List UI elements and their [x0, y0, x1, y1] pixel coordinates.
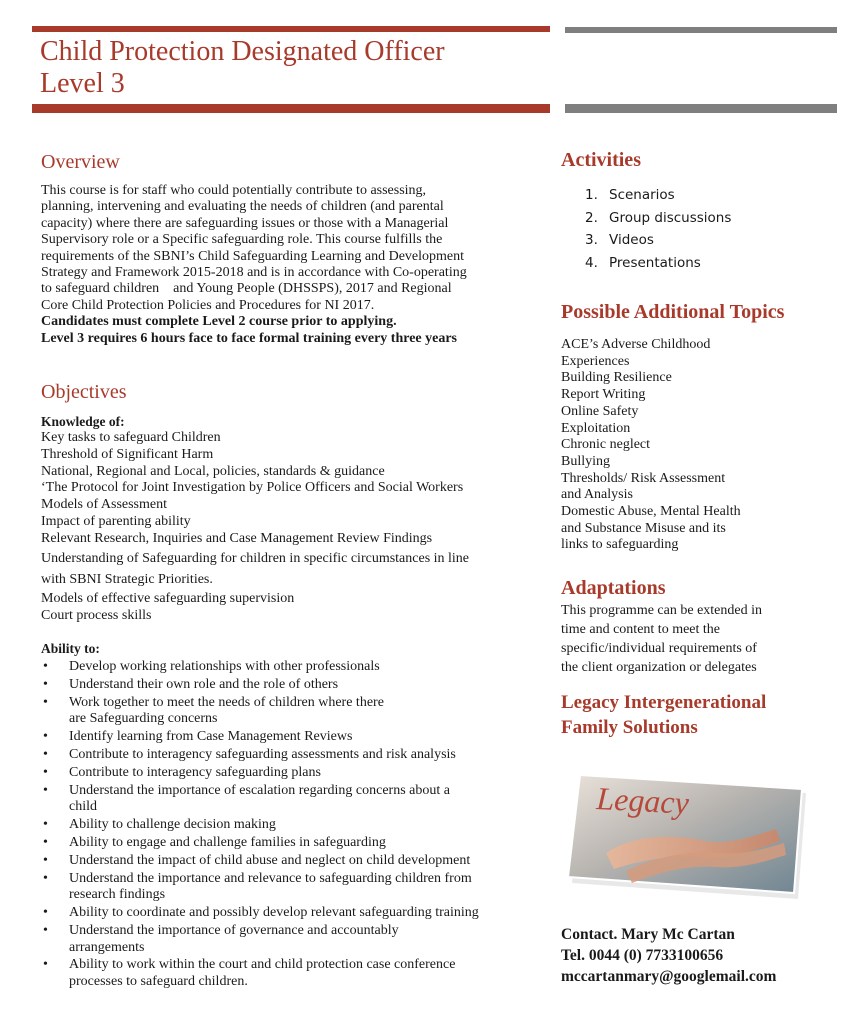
knowledge-heading: Knowledge of: [41, 414, 125, 429]
adaptations-line: This programme can be extended in [561, 603, 762, 618]
topic-line: ACE’s Adverse Childhood [561, 337, 711, 352]
activity-number: 2. [585, 209, 598, 226]
knowledge-item: National, Regional and Local, policies, standards & guidance [41, 463, 385, 479]
ability-item: • Work together to meet the needs of children where there are Safeguarding concerns [41, 695, 546, 728]
ability-heading: Ability to: [41, 641, 100, 656]
overview-line: to safeguard children and Young People (DHSSPS), 2017 and Regional [41, 281, 452, 297]
activities-section [561, 148, 831, 274]
adaptations-heading: Adaptations [561, 577, 666, 599]
knowledge-item: Models of Assessment [41, 497, 167, 513]
topic-line: Bullying [561, 453, 611, 469]
topics-heading: Possible Additional Topics [561, 301, 785, 323]
topic-line: links to safeguarding [561, 537, 679, 553]
ability-item: • Contribute to interagency safeguarding assessments and risk analysis [41, 747, 546, 763]
activity-number: 3. [585, 232, 598, 248]
knowledge-item: Court process skills [41, 608, 152, 624]
header-rule-bottom-left [32, 104, 550, 113]
overview-line: Strategy and Framework 2015-2018 and is in accordance with Co-operating [41, 265, 467, 281]
knowledge-list [41, 430, 546, 625]
contact-name: Contact. Mary Mc Cartan [561, 926, 735, 943]
adaptations-section [561, 576, 831, 677]
legacy-name-line-1: Legacy Intergenerational [561, 692, 767, 713]
knowledge-item: Relevant Research, Inquiries and Case Management Review Findings [41, 530, 433, 546]
objectives-section [41, 380, 546, 625]
adaptations-body [561, 601, 831, 677]
topic-line: and Substance Misuse and its [561, 520, 726, 536]
activity-item [561, 184, 831, 207]
activity-label: Group discussions [609, 209, 732, 226]
activity-number: 1. [585, 187, 598, 203]
topic-line: and Analysis [561, 487, 633, 503]
overview-line: planning, intervening and evaluating the needs of children (and parental [41, 199, 444, 215]
overview-heading: Overview [41, 151, 120, 173]
overview-line: capacity) where there are safeguarding issues or those with a Managerial [41, 215, 449, 231]
header-rule-bottom-right [565, 104, 837, 113]
topic-line: Experiences [561, 353, 630, 369]
ability-item: • Understand the importance of escalation regarding concerns about a child [41, 783, 546, 816]
page-title-line-2: Level 3 [40, 68, 125, 99]
ability-item: • Ability to coordinate and possibly develop relevant safeguarding training [41, 905, 546, 921]
activity-item [561, 252, 831, 275]
topic-line: Online Safety [561, 403, 639, 419]
activity-label: Videos [609, 232, 654, 248]
activity-item [561, 229, 831, 252]
activity-label: Presentations [609, 254, 701, 271]
page-title [40, 36, 540, 100]
contact-phone: Tel. 0044 (0) 7733100656 [561, 947, 724, 964]
adaptations-line: the client organization or delegates [561, 660, 757, 675]
knowledge-item: with SBNI Strategic Priorities. [41, 571, 213, 587]
overview-body [41, 183, 546, 347]
ability-item: • Ability to work within the court and child protection case conference processes to safeguard children. [41, 957, 546, 990]
header-rule-top-right [565, 27, 837, 33]
legacy-name-line-2: Family Solutions [561, 717, 698, 738]
legacy-logo [566, 771, 812, 903]
topic-line: Thresholds/ Risk Assessment [561, 470, 726, 486]
page-title-line-1: Child Protection Designated Officer [40, 36, 445, 67]
overview-section [41, 150, 546, 347]
ability-item: • Develop working relationships with other professionals [41, 659, 546, 675]
legacy-logo-image [566, 771, 812, 903]
contact-section [561, 924, 831, 987]
legacy-logo-text: Legacy [595, 780, 690, 821]
ability-item: • Ability to challenge decision making [41, 817, 546, 833]
header-rule-top-left [32, 26, 550, 32]
topic-line: Chronic neglect [561, 437, 651, 453]
legacy-section [561, 690, 831, 740]
ability-item: • Contribute to interagency safeguarding plans [41, 765, 546, 781]
overview-line: Core Child Protection Policies and Procedures for NI 2017. [41, 297, 375, 313]
training-requirement-note: Level 3 requires 6 hours face to face formal training every three years [41, 330, 458, 346]
objectives-heading: Objectives [41, 381, 127, 403]
knowledge-item: ‘The Protocol for Joint Investigation by Police Officers and Social Workers [41, 480, 464, 496]
topics-section [561, 300, 831, 554]
topic-line: Domestic Abuse, Mental Health [561, 504, 741, 520]
ability-item: • Identify learning from Case Management Reviews [41, 729, 546, 745]
adaptations-line: time and content to meet the [561, 622, 721, 637]
knowledge-item: Models of effective safeguarding supervision [41, 590, 295, 606]
ability-item: • Understand the importance and relevance to safeguarding children from research findings [41, 871, 546, 904]
prerequisite-note: Candidates must complete Level 2 course prior to applying. [41, 314, 397, 330]
ability-item: • Understand their own role and the role of others [41, 677, 546, 693]
topic-line: Building Resilience [561, 370, 672, 386]
contact-email[interactable]: mccartanmary@googlemail.com [561, 968, 777, 985]
knowledge-item: Impact of parenting ability [41, 513, 191, 529]
activity-label: Scenarios [609, 187, 675, 203]
knowledge-item: Threshold of Significant Harm [41, 446, 214, 462]
ability-list [41, 659, 546, 990]
topic-line: Report Writing [561, 387, 646, 403]
overview-line: Supervisory role or a Specific safeguarding role. This course fulfills the [41, 232, 443, 248]
ability-item: • Ability to engage and challenge families in safeguarding [41, 835, 546, 851]
topics-list [561, 337, 831, 554]
ability-item: • Understand the importance of governance and accountably arrangements [41, 923, 546, 956]
activities-list [561, 184, 831, 274]
ability-item: • Understand the impact of child abuse and neglect on child development [41, 853, 546, 869]
overview-line: requirements of the SBNI’s Child Safeguarding Learning and Development [41, 248, 465, 264]
adaptations-line: specific/individual requirements of [561, 641, 757, 656]
activity-item [561, 207, 831, 230]
overview-line: This course is for staff who could potentially contribute to assessing, [41, 183, 427, 198]
knowledge-item: Understanding of Safeguarding for children in specific circumstances in line [41, 550, 470, 566]
activities-heading: Activities [561, 149, 641, 171]
topic-line: Exploitation [561, 420, 631, 436]
ability-section [41, 641, 546, 992]
activity-number: 4. [585, 254, 598, 271]
knowledge-item: Key tasks to safeguard Children [41, 430, 221, 445]
